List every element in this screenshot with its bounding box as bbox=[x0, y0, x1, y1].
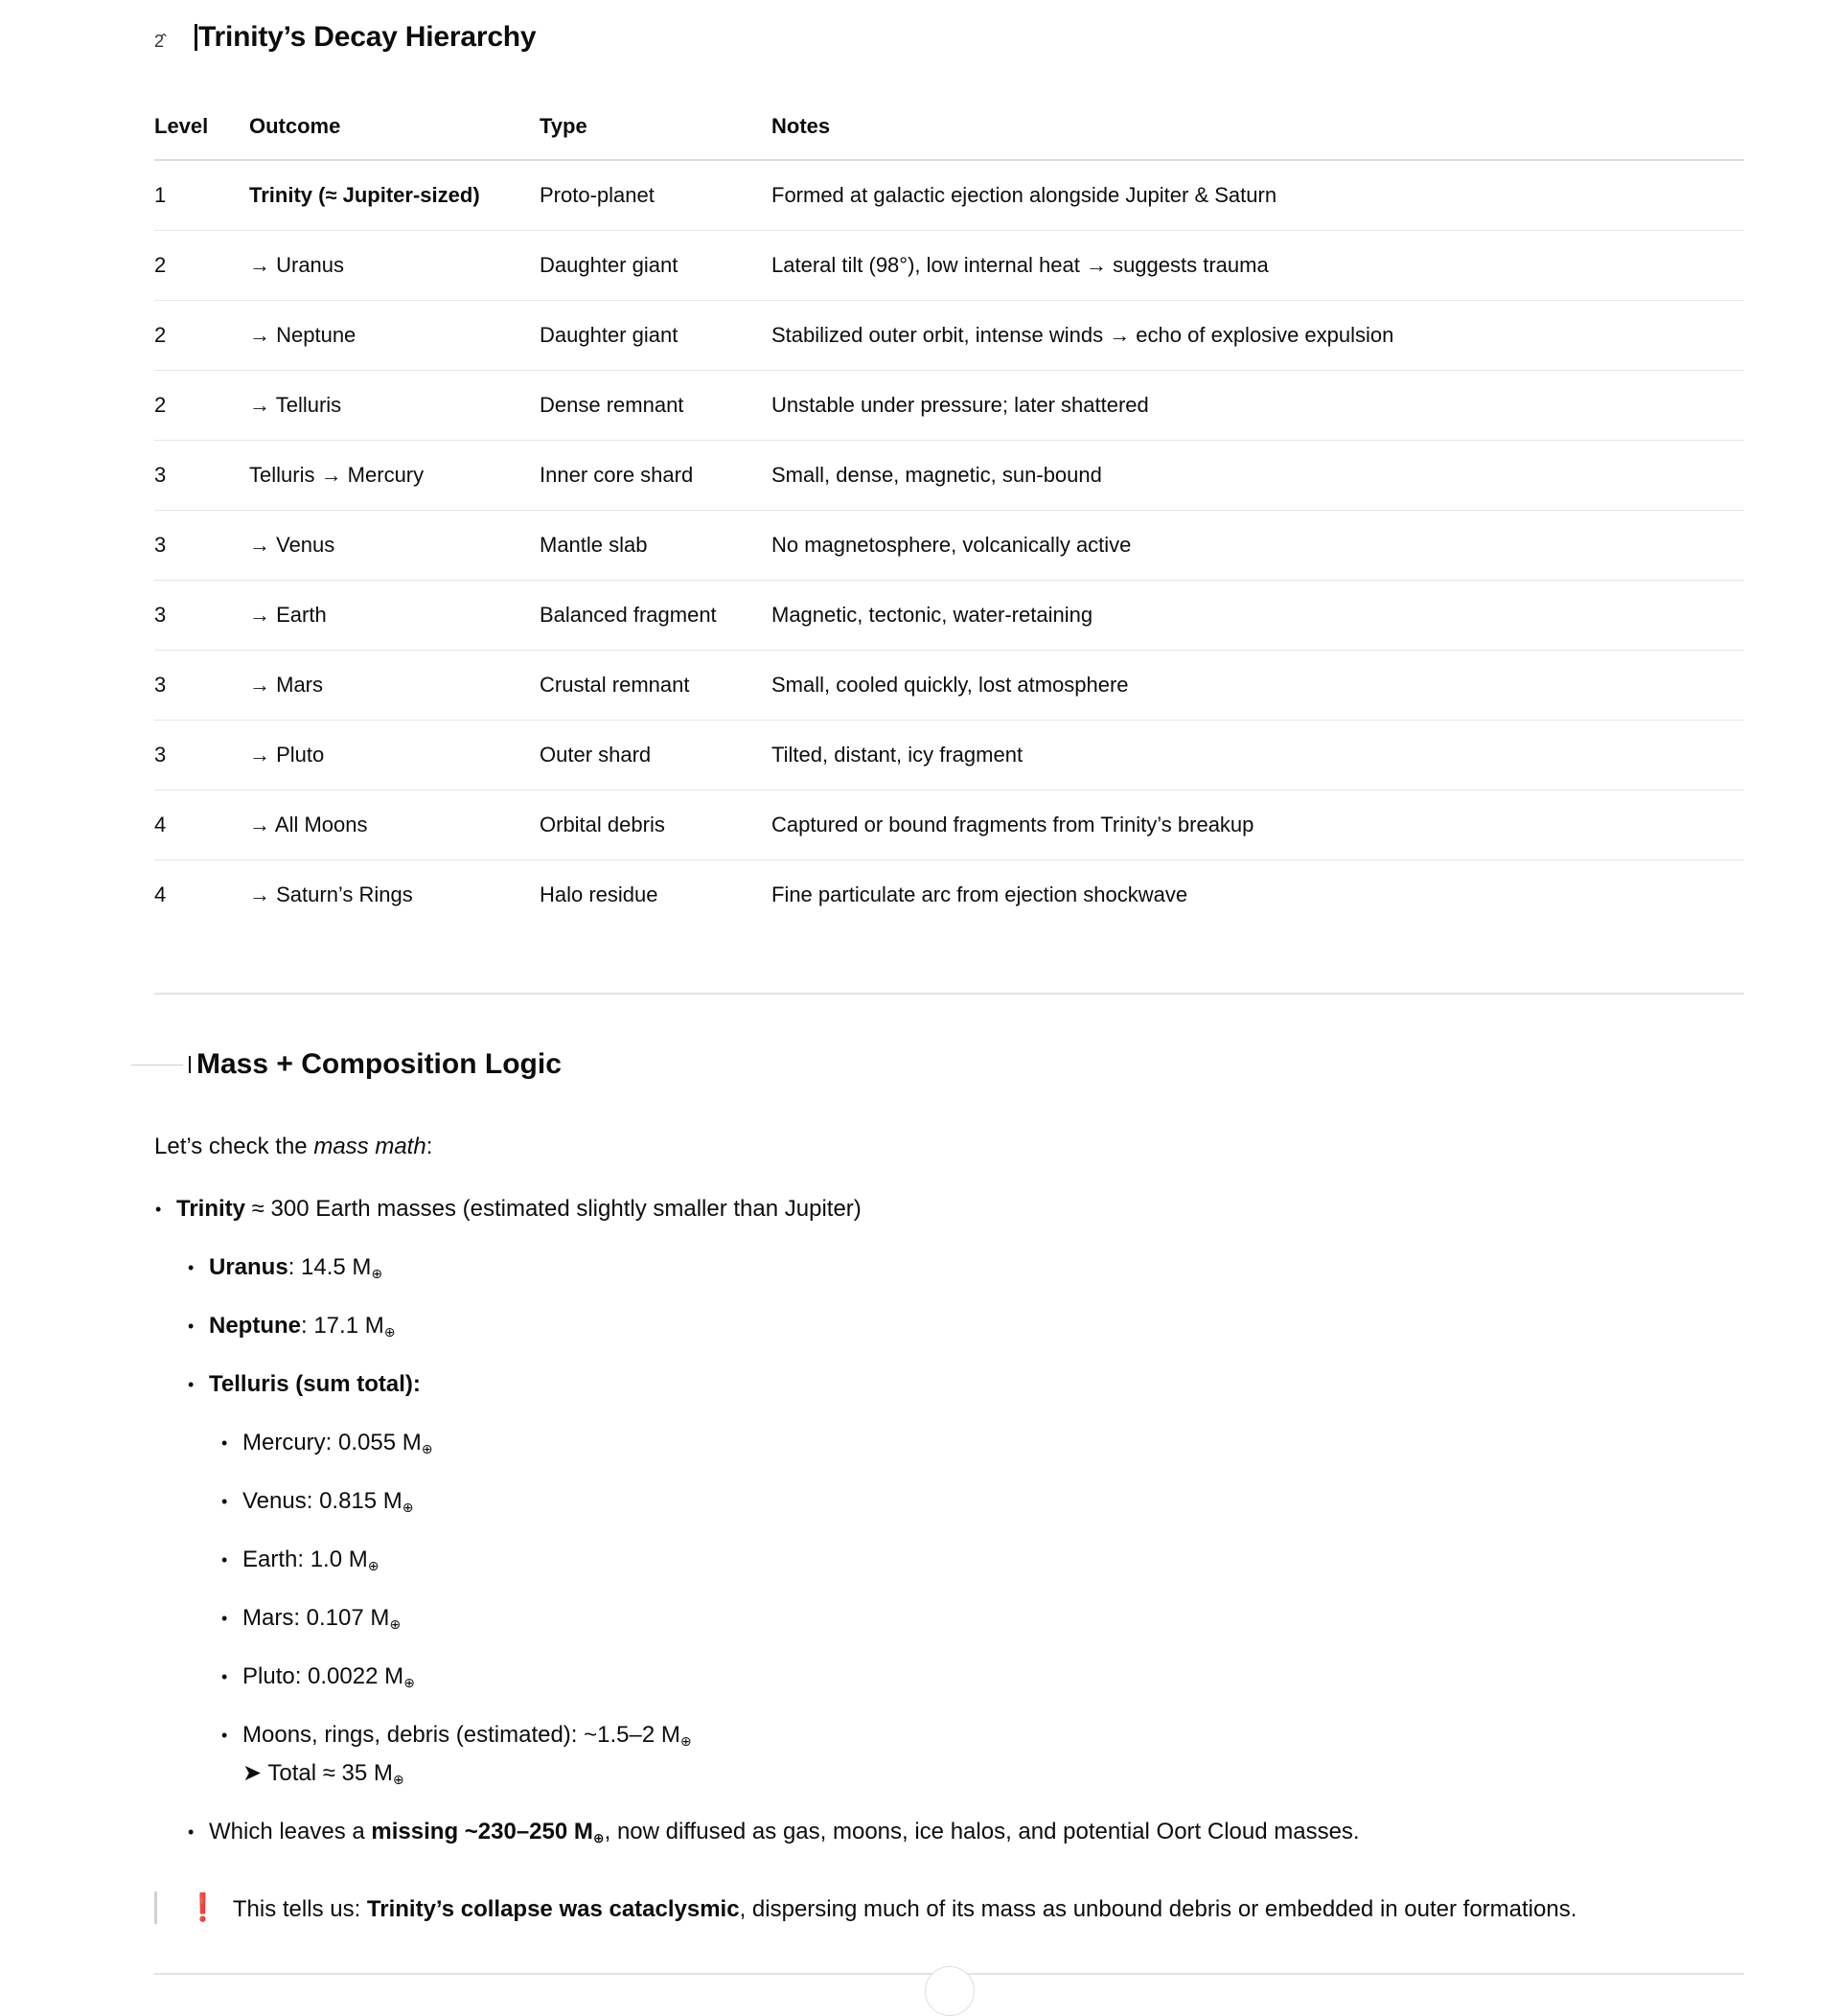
cell-level: 2 bbox=[154, 231, 249, 301]
item-text: , now diffused as gas, moons, ice halos, and potential Oort Cloud masses. bbox=[604, 1819, 1360, 1844]
table-row bbox=[154, 371, 1744, 441]
list-item: • Telluris (sum total): bbox=[188, 1371, 421, 1397]
cell-notes: Formed at galactic ejection alongside Jupiter & Saturn bbox=[771, 160, 1744, 231]
item-text: Venus: 0.815 M bbox=[242, 1488, 402, 1514]
table-row bbox=[154, 860, 1744, 930]
cell-type: Outer shard bbox=[540, 721, 771, 790]
item-text: ≈ 300 Earth masses (estimated slightly smaller than Jupiter) bbox=[245, 1196, 862, 1222]
table-header-row bbox=[154, 93, 1744, 160]
earth-symbol-icon: ⊕ bbox=[592, 1830, 605, 1845]
earth-symbol-icon: ⊕ bbox=[383, 1324, 396, 1340]
table-row bbox=[154, 511, 1744, 581]
cell-notes: Tilted, distant, icy fragment bbox=[771, 721, 1744, 790]
earth-symbol-icon: ⊕ bbox=[389, 1616, 402, 1632]
cell-notes: Magnetic, tectonic, water-retaining bbox=[771, 581, 1744, 651]
column-header-outcome: Outcome bbox=[249, 93, 540, 160]
cell-notes: Lateral tilt (98°), low internal heat → suggests trauma bbox=[771, 231, 1744, 301]
heading-cursor-bar bbox=[189, 1056, 191, 1073]
cell-type: Daughter giant bbox=[540, 301, 771, 371]
earth-symbol-icon: ⊕ bbox=[367, 1558, 380, 1573]
cell-level: 2 bbox=[154, 371, 249, 441]
item-label: Uranus bbox=[209, 1254, 288, 1280]
list-item: • Pluto: 0.0022 $M_\oplus$ bbox=[221, 1663, 415, 1690]
cell-type: Crustal remnant bbox=[540, 651, 771, 721]
cell-outcome: → Neptune bbox=[249, 301, 540, 371]
earth-symbol-icon: ⊕ bbox=[392, 1772, 404, 1787]
heading-emoji-icon: 2̂ bbox=[154, 31, 165, 51]
blockquote-callout bbox=[154, 1891, 1576, 1924]
table-row bbox=[154, 160, 1744, 231]
cell-type: Orbital debris bbox=[540, 790, 771, 860]
cell-outcome: → Pluto bbox=[249, 721, 540, 790]
heading-title: Trinity’s Decay Hierarchy bbox=[198, 21, 537, 53]
scroll-down-button[interactable] bbox=[925, 1966, 975, 2016]
list-item: • Moons, rings, debris (estimated): ~1.5–2 $M_\oplus$ bbox=[221, 1722, 692, 1749]
cell-notes: Stabilized outer orbit, intense winds → echo of explosive expulsion bbox=[771, 301, 1744, 371]
total-line bbox=[242, 1759, 404, 1794]
cell-notes: Small, dense, magnetic, sun-bound bbox=[771, 441, 1744, 511]
earth-symbol-icon: ⊕ bbox=[679, 1733, 692, 1749]
section-heading-decay-hierarchy bbox=[154, 21, 536, 54]
cell-type: Dense remnant bbox=[540, 371, 771, 441]
cell-outcome: Trinity (≈ Jupiter-sized) bbox=[249, 160, 540, 231]
cell-level: 4 bbox=[154, 790, 249, 860]
table-row bbox=[154, 441, 1744, 511]
item-text: : 17.1 M bbox=[301, 1313, 384, 1339]
cell-level: 3 bbox=[154, 441, 249, 511]
table-row bbox=[154, 721, 1744, 790]
cell-outcome: → All Moons bbox=[249, 790, 540, 860]
earth-symbol-icon: ⊕ bbox=[371, 1266, 383, 1281]
table-row bbox=[154, 301, 1744, 371]
item-label: Telluris (sum total): bbox=[209, 1371, 421, 1397]
list-item: • Trinity ≈ 300 Earth masses (estimated slightly smaller than Jupiter) bbox=[155, 1196, 862, 1222]
cell-level: 3 bbox=[154, 511, 249, 581]
callout-bold: Trinity’s collapse was cataclysmic bbox=[366, 1896, 740, 1922]
cell-type: Mantle slab bbox=[540, 511, 771, 581]
callout-text: , dispersing much of its mass as unbound debris or embedded in outer formations. bbox=[739, 1896, 1577, 1922]
earth-symbol-icon: ⊕ bbox=[402, 1500, 414, 1515]
section-divider bbox=[154, 993, 1744, 995]
cell-type: Inner core shard bbox=[540, 441, 771, 511]
item-text: : 14.5 M bbox=[288, 1254, 372, 1280]
cell-notes: Unstable under pressure; later shattered bbox=[771, 371, 1744, 441]
cell-level: 3 bbox=[154, 721, 249, 790]
callout-text: This tells us: bbox=[232, 1896, 367, 1922]
list-item: • Uranus: 14.5 $M_\oplus$ bbox=[188, 1254, 383, 1281]
item-text: Mars: 0.107 M bbox=[242, 1605, 390, 1631]
item-label: Neptune bbox=[209, 1313, 301, 1339]
cell-level: 3 bbox=[154, 581, 249, 651]
exclamation-icon: ❗ bbox=[186, 1892, 219, 1922]
cell-notes: Small, cooled quickly, lost atmosphere bbox=[771, 651, 1744, 721]
cell-notes: No magnetosphere, volcanically active bbox=[771, 511, 1744, 581]
item-text: Mercury: 0.055 M bbox=[242, 1430, 422, 1455]
intro-paragraph bbox=[154, 1134, 432, 1160]
cell-notes: Fine particulate arc from ejection shockwave bbox=[771, 882, 1188, 906]
cell-outcome: → Venus bbox=[249, 511, 540, 581]
item-label: Trinity bbox=[176, 1196, 246, 1222]
cell-outcome: → Earth bbox=[249, 581, 540, 651]
item-text: Moons, rings, debris (estimated): ~1.5–2 M bbox=[242, 1722, 680, 1748]
decay-hierarchy-table bbox=[154, 93, 1744, 929]
total-text: ➤ Total ≈ 35 M bbox=[242, 1760, 393, 1786]
column-header-type: Type bbox=[540, 93, 771, 160]
table-row bbox=[154, 651, 1744, 721]
table-row bbox=[154, 581, 1744, 651]
section-heading-mass-composition bbox=[131, 1048, 562, 1081]
cell-outcome: → Uranus bbox=[249, 231, 540, 301]
list-item: • Earth: 1.0 $M_\oplus$ bbox=[221, 1546, 380, 1573]
list-item: • Which leaves a missing ~230–250 $M_\oplus$, now diffused as gas, moons, ice halos, and potential Oort Cloud masses. bbox=[188, 1819, 1360, 1845]
cell-level: 2 bbox=[154, 301, 249, 371]
earth-symbol-icon: ⊕ bbox=[421, 1441, 433, 1456]
cell-type: Daughter giant bbox=[540, 231, 771, 301]
cell-outcome: → Telluris bbox=[249, 371, 540, 441]
item-text: Pluto: 0.0022 M bbox=[242, 1663, 404, 1689]
cell-outcome: → Saturn’s Rings bbox=[249, 882, 413, 906]
heading-cursor-bar bbox=[195, 24, 197, 51]
item-text: Earth: 1.0 M bbox=[242, 1546, 368, 1572]
cell-notes: Captured or bound fragments from Trinity’s breakup bbox=[771, 790, 1744, 860]
earth-symbol-icon: ⊕ bbox=[403, 1675, 415, 1690]
cell-type: Proto-planet bbox=[540, 160, 771, 231]
list-item: • Neptune: 17.1 $M_\oplus$ bbox=[188, 1313, 396, 1340]
item-text: Which leaves a bbox=[209, 1819, 372, 1844]
list-item: • Mercury: 0.055 $M_\oplus$ bbox=[221, 1430, 433, 1456]
cell-level: 4 bbox=[154, 882, 167, 906]
column-header-notes: Notes bbox=[771, 93, 1744, 160]
intro-colon: : bbox=[426, 1134, 433, 1159]
table-row bbox=[154, 790, 1744, 860]
heading-title: Mass + Composition Logic bbox=[196, 1048, 562, 1080]
item-bold: missing ~230–250 M bbox=[371, 1819, 593, 1844]
intro-text: Let’s check the bbox=[154, 1134, 314, 1159]
column-header-level: Level bbox=[154, 93, 249, 160]
list-item: • Mars: 0.107 $M_\oplus$ bbox=[221, 1605, 402, 1632]
cell-level: 3 bbox=[154, 651, 249, 721]
cell-outcome: → Mars bbox=[249, 651, 540, 721]
cell-type: Balanced fragment bbox=[540, 581, 771, 651]
cell-outcome: Telluris → Mercury bbox=[249, 441, 540, 511]
cell-level: 1 bbox=[154, 160, 249, 231]
table-row bbox=[154, 231, 1744, 301]
cell-type: Halo residue bbox=[540, 882, 658, 906]
intro-emphasis: mass math bbox=[313, 1134, 426, 1159]
list-item: • Venus: 0.815 $M_\oplus$ bbox=[221, 1488, 414, 1515]
